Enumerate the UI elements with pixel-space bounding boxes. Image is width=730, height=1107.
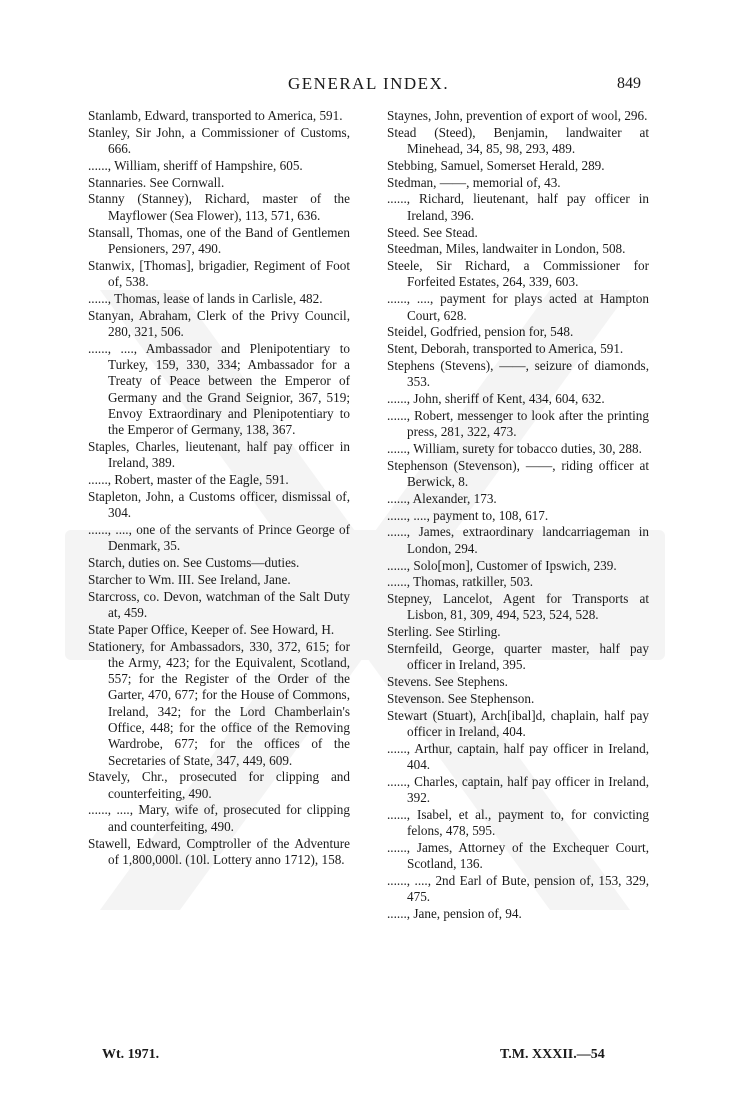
- page-header: [0, 74, 730, 94]
- index-entry: Stavely, Chr., prosecuted for clipping and counterfeiting, 490.: [88, 769, 350, 801]
- index-entry: ......, Alexander, 173.: [387, 490, 497, 506]
- index-entry: Stapleton, John, a Customs officer, dismissal of, 304.: [88, 488, 350, 521]
- index-entry: ......, John, sheriff of Kent, 434, 604, 632.: [387, 391, 605, 407]
- index-entry: Starch, duties on. See Customs—duties.: [88, 555, 300, 571]
- index-entry: Stephens (Stevens), ——, seizure of diamonds, 353.: [387, 357, 649, 390]
- index-entry: ......, Thomas, ratkiller, 503.: [387, 574, 534, 590]
- index-entry: ......, Solo[mon], Customer of Ipswich, 239.: [387, 557, 617, 573]
- index-entry: Starcher to Wm. III. See Ireland, Jane.: [88, 571, 291, 587]
- index-entry: Stevenson. See Stephenson.: [387, 690, 535, 706]
- index-entry: ......, Charles, captain, half pay officer in Ireland, 392.: [387, 773, 649, 806]
- index-entry: ......, Robert, master of the Eagle, 591.: [88, 472, 289, 488]
- index-entry: Steele, Sir Richard, a Commissioner for Forfeited Estates, 264, 339, 603.: [387, 258, 649, 290]
- page-title: GENERAL INDEX.: [288, 74, 450, 93]
- index-entry: Stawell, Edward, Comptroller of the Adventure of 1,800,000l. (10l. Lottery anno 1712), 158.: [88, 835, 350, 867]
- index-entry: ......, ...., one of the servants of Prince George of Denmark, 35.: [88, 521, 350, 554]
- index-entry: Steidel, Godfried, pension for, 548.: [387, 324, 574, 340]
- index-entry: State Paper Office, Keeper of. See Howard, H.: [88, 621, 335, 637]
- index-entry: Starcross, co. Devon, watchman of the Salt Duty at, 459.: [88, 588, 350, 620]
- page-footer: [0, 1047, 730, 1067]
- index-entry: ......, Jane, pension of, 94.: [387, 906, 522, 922]
- index-entry: Stedman, ——, memorial of, 43.: [387, 174, 561, 190]
- index-entry: Sterling. See Stirling.: [387, 624, 501, 640]
- index-entry: Stanyan, Abraham, Clerk of the Privy Council, 280, 321, 506.: [88, 307, 350, 339]
- index-entry: ......, James, extraordinary landcarriageman in London, 294.: [387, 524, 649, 556]
- index-entry: ......, Thomas, lease of lands in Carlisle, 482.: [88, 290, 323, 306]
- index-entry: ......, ...., payment for plays acted at Hampton Court, 628.: [387, 291, 649, 323]
- index-entry: Steedman, Miles, landwaiter in London, 508.: [387, 241, 626, 257]
- printer-mark: Wt. 1971.: [102, 1047, 160, 1062]
- index-entry: Stanley, Sir John, a Commissioner of Customs, 666.: [88, 124, 350, 157]
- index-entry: Stead (Steed), Benjamin, landwaiter at Minehead, 34, 85, 98, 293, 489.: [387, 124, 649, 157]
- index-entry: Stewart (Stuart), Arch[ibal]d, chaplain, half pay officer in Ireland, 404.: [387, 707, 649, 739]
- index-column-left: [88, 108, 350, 868]
- index-entry: ......, ...., 2nd Earl of Bute, pension of, 153, 329, 475.: [387, 873, 649, 905]
- index-entry: Stevens. See Stephens.: [387, 674, 508, 690]
- index-entry: Stepney, Lancelot, Agent for Transports at Lisbon, 81, 309, 494, 523, 524, 528.: [387, 591, 649, 623]
- index-entry: Steed. See Stead.: [387, 224, 478, 240]
- index-entry: ......, ...., Mary, wife of, prosecuted for clipping and counterfeiting, 490.: [88, 802, 350, 834]
- signature-mark: T.M. XXXII.—54: [500, 1047, 605, 1062]
- index-entry: Sternfeild, George, quarter master, half pay officer in Ireland, 395.: [387, 641, 649, 673]
- index-entry: Stationery, for Ambassadors, 330, 372, 615; for the Army, 423; for the Equivalent, Scotland, 557; for the Register of the Order of the Garter, 470, 677; for the House of Commons, Ireland, 342; for the Lord Chamberlain's Office, 448; for the office of the Removing Wardrobe, 677; for the offices of the Secretaries of State, 347, 449, 609.: [88, 638, 350, 768]
- index-entry: ......, Richard, lieutenant, half pay officer in Ireland, 396.: [387, 191, 649, 223]
- index-entry: Stanny (Stanney), Richard, master of the Mayflower (Sea Flower), 113, 571, 636.: [88, 191, 350, 223]
- index-entry: Stephenson (Stevenson), ——, riding officer at Berwick, 8.: [387, 457, 649, 490]
- index-entry: ......, Robert, messenger to look after the printing press, 281, 322, 473.: [387, 407, 649, 440]
- index-entry: Stansall, Thomas, one of the Band of Gentlemen Pensioners, 297, 490.: [88, 224, 350, 256]
- index-entry: ......, ...., Ambassador and Plenipotentiary to Turkey, 159, 330, 334; Ambassador for a Treaty of Peace between the Emperor of Germany and the Grand Seignior, 367, 519; Envoy Extraordinary and Plenipotentiary to the Emperor of Germany, 138, 367.: [88, 340, 350, 438]
- index-entry: ......, William, surety for tobacco duties, 30, 288.: [387, 440, 642, 456]
- index-entry: Stebbing, Samuel, Somerset Herald, 289.: [387, 157, 605, 173]
- index-entry: Staples, Charles, lieutenant, half pay officer in Ireland, 389.: [88, 438, 350, 471]
- index-column-right: [387, 108, 649, 923]
- index-entry: ......, James, Attorney of the Exchequer Court, Scotland, 136.: [387, 840, 649, 872]
- index-entry: Stent, Deborah, transported to America, 591.: [387, 341, 624, 357]
- index-entry: ......, Isabel, et al., payment to, for convicting felons, 478, 595.: [387, 806, 649, 839]
- index-entry: ......, William, sheriff of Hampshire, 605.: [88, 157, 303, 173]
- index-entry: Stanlamb, Edward, transported to America, 591.: [88, 108, 343, 123]
- index-entry: Stanwix, [Thomas], brigadier, Regiment of Foot of, 538.: [88, 257, 350, 289]
- index-entry: Staynes, John, prevention of export of wool, 296.: [387, 108, 648, 123]
- index-entry: ......, ...., payment to, 108, 617.: [387, 507, 549, 523]
- page-number: 849: [617, 75, 641, 92]
- index-entry: ......, Arthur, captain, half pay officer in Ireland, 404.: [387, 740, 649, 773]
- index-entry: Stannaries. See Cornwall.: [88, 174, 225, 190]
